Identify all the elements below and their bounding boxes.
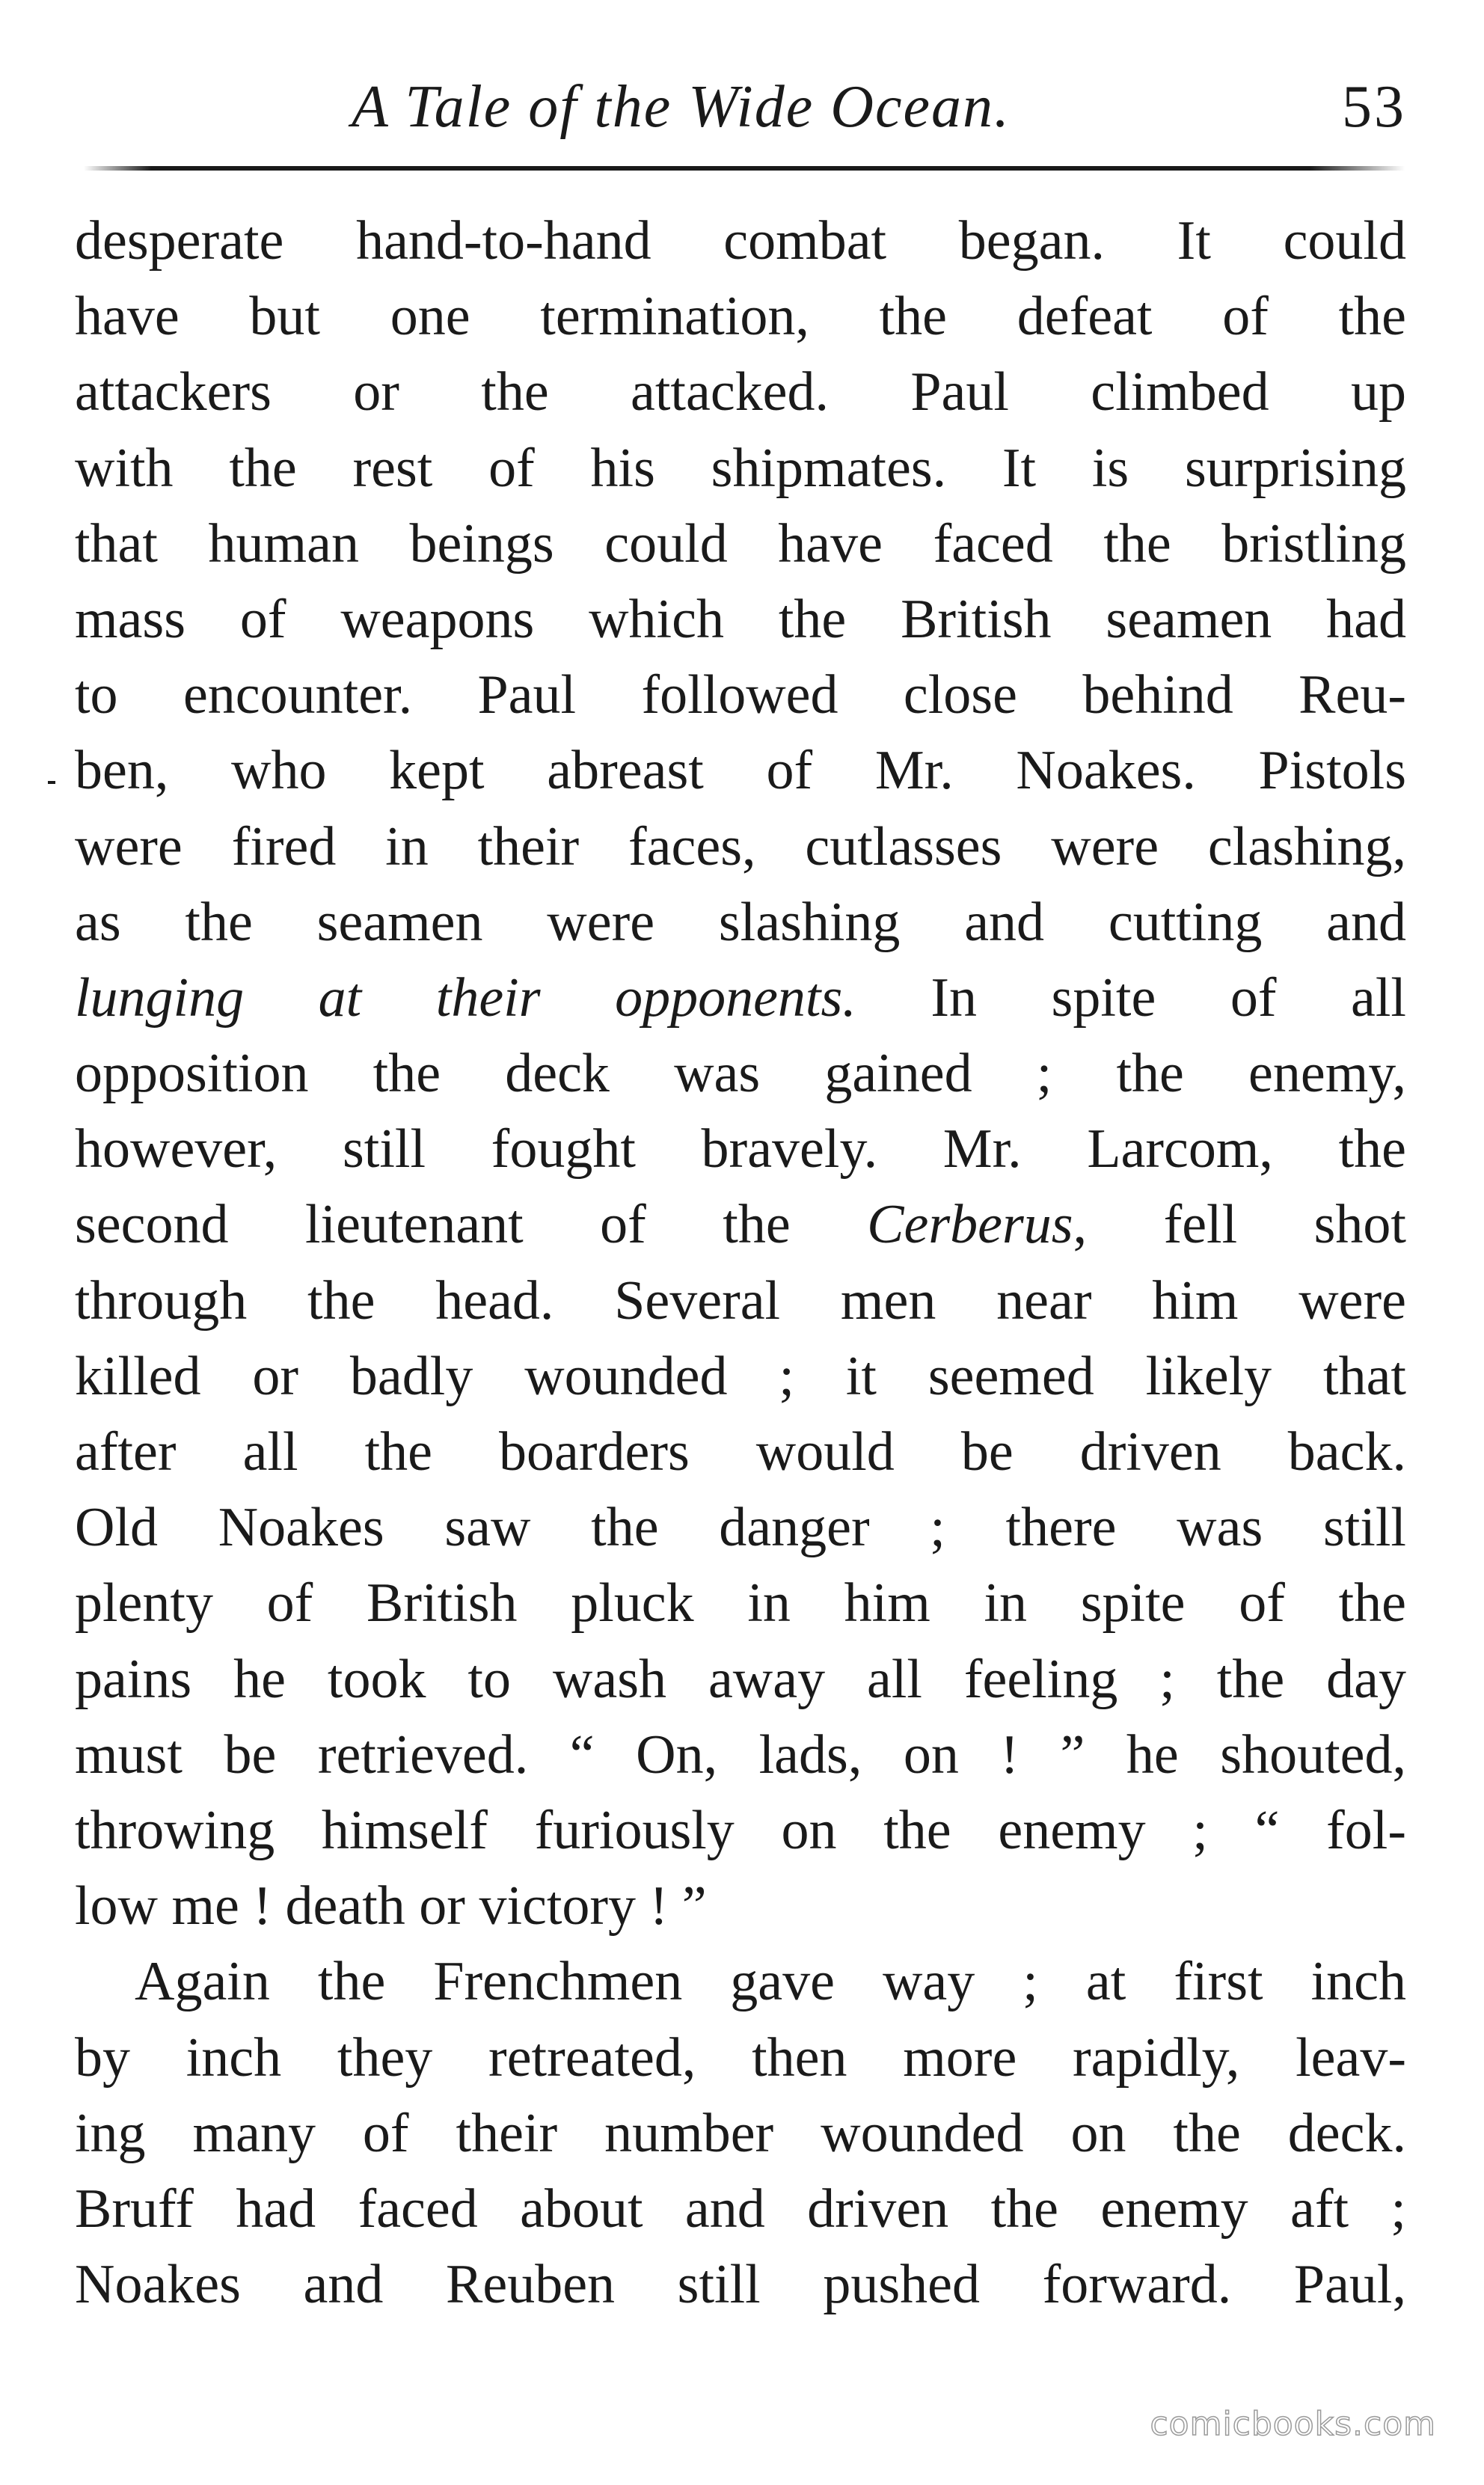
text-line: ing many of their number wounded on the deck.: [75, 2102, 1406, 2164]
text-line: mass of weapons which the British seamen had: [75, 588, 1406, 650]
text-line: Noakes and Reuben still pushed forward. Paul,: [75, 2254, 1406, 2316]
text-line-italic-start: lunging at their opponents. In spite of all: [75, 966, 1406, 1029]
header-rule: [84, 166, 1405, 171]
running-title: A Tale of the Wide Ocean.: [352, 74, 1011, 140]
text-line: however, still fought bravely. Mr. Larcom, the: [75, 1118, 1406, 1180]
text-line: that human beings could have faced the bristling: [75, 512, 1406, 574]
text-line: with the rest of his shipmates. It is surprising: [75, 437, 1406, 499]
page-number: 53: [1342, 74, 1406, 140]
text-line: throwing himself furiously on the enemy ; “ fol-: [75, 1799, 1406, 1861]
text-line: must be retrieved. “ On, lads, on ! ” he shouted,: [75, 1723, 1406, 1786]
text-line: as the seamen were slashing and cutting and: [75, 891, 1406, 953]
text-line: desperate hand-to-hand combat began. It could: [75, 210, 1406, 272]
text-line-ship-name: [75, 1187, 1406, 1263]
text-line: Bruff had faced about and driven the enemy aft ;: [75, 2178, 1406, 2240]
body-text: [75, 203, 1406, 2323]
text-line: have but one termination, the defeat of the: [75, 286, 1406, 348]
ship-name: Cerberus: [867, 1194, 1073, 1256]
text-line: Old Noakes saw the danger ; there was still: [75, 1497, 1406, 1559]
text-line: pains he took to wash away all feeling ; the day: [75, 1648, 1406, 1710]
text-line: by inch they retreated, then more rapidly, leav-: [75, 2026, 1406, 2089]
text-fragment: , fell shot: [1073, 1194, 1406, 1256]
watermark: comicbooks.com: [1150, 2405, 1436, 2443]
text-line: attackers or the attacked. Paul climbed up: [75, 361, 1406, 423]
text-line: plenty of British pluck in him in spite of the: [75, 1572, 1406, 1634]
text-line: were fired in their faces, cutlasses were clashing,: [75, 815, 1406, 877]
text-line: to encounter. Paul followed close behind Reu-: [75, 664, 1406, 726]
text-line: opposition the deck was gained ; the enemy,: [75, 1043, 1406, 1105]
text-fragment: second lieutenant of the: [75, 1194, 868, 1256]
text-line: ben, who kept abreast of Mr. Noakes. Pistols: [75, 740, 1406, 802]
running-head: [165, 66, 1406, 148]
italic-phrase: lunging at their opponents.: [75, 966, 856, 1029]
margin-mark: [48, 781, 55, 784]
text-line: through the head. Several men near him were: [75, 1269, 1406, 1332]
paragraph-start-line: Again the Frenchmen gave way ; at first inch: [135, 1951, 1406, 2013]
text-line: killed or badly wounded ; it seemed likely that: [75, 1345, 1406, 1407]
paragraph-end-line: low me ! death or victory ! ”: [75, 1875, 707, 1937]
text-line: after all the boarders would be driven back.: [75, 1421, 1406, 1483]
